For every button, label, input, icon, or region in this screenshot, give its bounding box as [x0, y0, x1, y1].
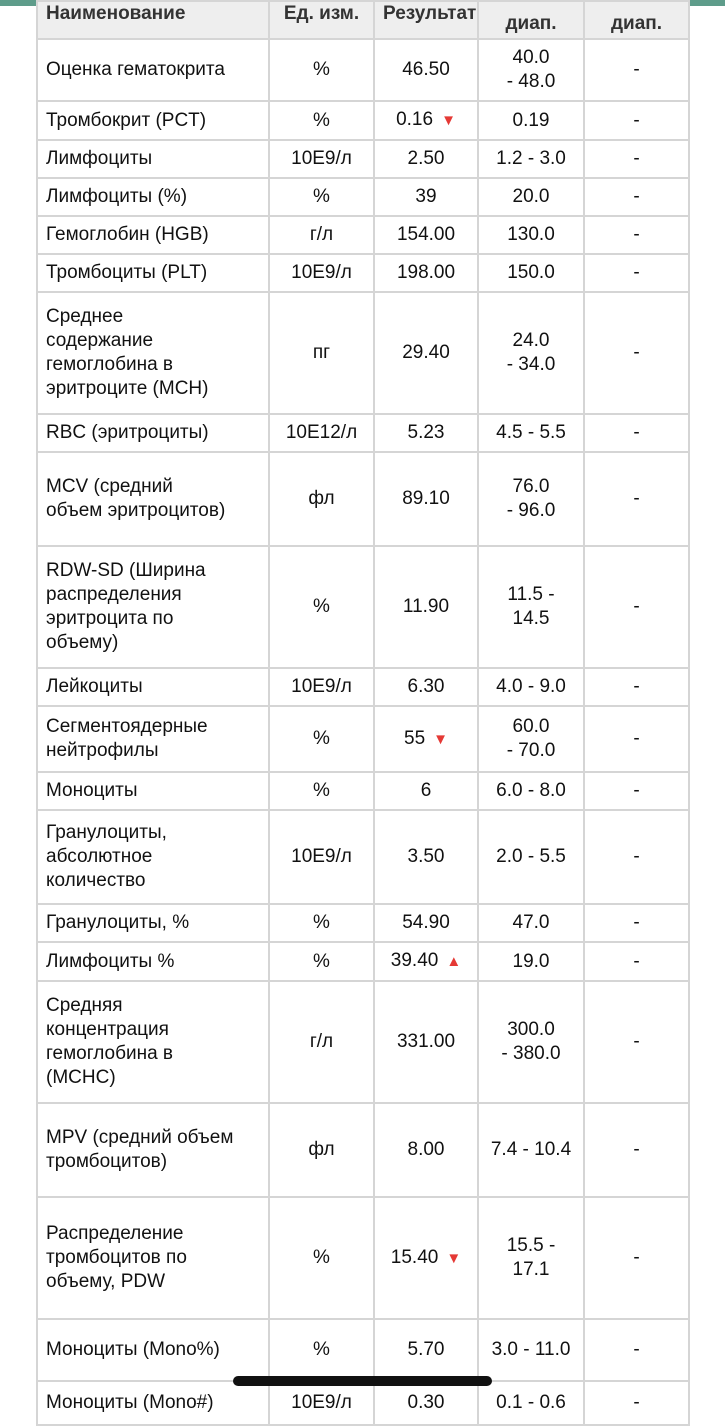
cell-unit-text: г/л	[309, 1031, 334, 1052]
cell-range-2-text: -	[633, 262, 640, 283]
table-row	[37, 101, 689, 140]
cell-result-text: 8.00	[407, 1139, 445, 1160]
cell-result	[374, 981, 478, 1103]
cell-result-text: 29.40	[402, 342, 450, 363]
cell-name-text: Моноциты (Mono#)	[46, 1392, 214, 1413]
cell-name-text: Лимфоциты (%)	[46, 186, 188, 207]
cell-unit-text: 10Е9/л	[291, 676, 352, 697]
cell-unit-text: 10Е12/л	[285, 422, 358, 443]
cell-range-2	[584, 140, 689, 178]
cell-range-2	[584, 414, 689, 452]
cell-unit	[269, 1103, 374, 1197]
cell-unit	[269, 1381, 374, 1425]
cell-result-text: 39	[415, 186, 437, 207]
cell-name	[37, 292, 269, 414]
cell-result	[374, 292, 478, 414]
cell-name	[37, 1319, 269, 1381]
cell-range	[478, 904, 584, 942]
cell-range-2	[584, 546, 689, 668]
arrow-up-icon: ▲	[446, 953, 462, 970]
table-row	[37, 414, 689, 452]
cell-range	[478, 452, 584, 546]
lab-results-table	[36, 0, 690, 1426]
cell-unit	[269, 452, 374, 546]
cell-range-text: 11.5 - 14.5	[507, 584, 555, 629]
cell-result-text: 2.50	[407, 148, 445, 169]
cell-range-2-text: -	[633, 676, 640, 697]
table-row	[37, 706, 689, 772]
header-unit: Ед. изм.	[269, 1, 374, 39]
table-row	[37, 981, 689, 1103]
cell-range-text: 15.5 - 17.1	[506, 1235, 556, 1280]
cell-name-text: Средняя концентрация гемоглобина в (MCHC)	[46, 995, 174, 1088]
table-row	[37, 668, 689, 706]
results-table-container	[36, 0, 688, 1426]
cell-range-2	[584, 1319, 689, 1381]
cell-result-text: 89.10	[402, 488, 450, 509]
cell-range-2	[584, 1103, 689, 1197]
cell-range-2-text: -	[633, 186, 640, 207]
cell-name	[37, 706, 269, 772]
home-indicator	[233, 1376, 492, 1386]
cell-unit	[269, 942, 374, 981]
cell-name	[37, 668, 269, 706]
cell-range-2	[584, 981, 689, 1103]
cell-unit-text: %	[313, 1247, 330, 1268]
cell-unit	[269, 772, 374, 810]
arrow-down-icon: ▼	[446, 1249, 462, 1267]
cell-unit-text: 10Е9/л	[291, 1392, 352, 1413]
cell-name	[37, 1103, 269, 1197]
cell-result	[374, 668, 478, 706]
cell-range	[478, 292, 584, 414]
cell-range-2	[584, 178, 689, 216]
cell-name	[37, 414, 269, 452]
cell-result-text: 6	[420, 780, 432, 801]
cell-name-text: Моноциты	[46, 780, 138, 801]
table-row	[37, 942, 689, 981]
table-row	[37, 452, 689, 546]
cell-result	[374, 101, 478, 140]
cell-name-text: Тромбокрит (PCT)	[46, 109, 207, 131]
cell-range-2-text: -	[633, 596, 640, 617]
cell-range-2-text: -	[633, 148, 640, 169]
cell-unit	[269, 292, 374, 414]
table-row	[37, 1197, 689, 1319]
cell-range-text: 300.0 - 380.0	[501, 1019, 561, 1064]
cell-range-text: 20.0	[512, 186, 550, 207]
table-row	[37, 546, 689, 668]
cell-unit-text: 10Е9/л	[291, 148, 352, 169]
cell-unit	[269, 414, 374, 452]
cell-unit	[269, 706, 374, 772]
cell-name-text: Гранулоциты, абсолютное количество	[46, 822, 167, 891]
cell-unit	[269, 981, 374, 1103]
cell-range	[478, 140, 584, 178]
cell-range-2-text: -	[633, 1139, 640, 1160]
cell-unit	[269, 810, 374, 904]
cell-unit-text: фл	[308, 488, 335, 509]
cell-range-text: 47.0	[512, 912, 550, 933]
cell-range	[478, 178, 584, 216]
cell-range-text: 19.0	[512, 950, 550, 972]
cell-range-2	[584, 216, 689, 254]
cell-range-2-text: -	[633, 59, 640, 80]
cell-unit	[269, 1197, 374, 1319]
table-row	[37, 810, 689, 904]
cell-name-text: Гранулоциты, %	[46, 912, 190, 933]
table-row	[37, 772, 689, 810]
cell-unit	[269, 216, 374, 254]
cell-range-2-text: -	[633, 1339, 640, 1360]
cell-result	[374, 546, 478, 668]
cell-range	[478, 1319, 584, 1381]
cell-name	[37, 1381, 269, 1425]
table-row	[37, 904, 689, 942]
cell-result-text: 11.90	[402, 596, 450, 617]
cell-range-text: 24.0 - 34.0	[506, 330, 556, 375]
cell-unit-text: г/л	[309, 224, 334, 245]
cell-range-text: 4.0 - 9.0	[496, 676, 566, 697]
table-row	[37, 1381, 689, 1425]
cell-range-2	[584, 668, 689, 706]
cell-range-text: 76.0 - 96.0	[506, 476, 556, 521]
table-row	[37, 140, 689, 178]
cell-result	[374, 178, 478, 216]
cell-range-2-text: -	[633, 109, 640, 131]
cell-result-text: 55	[404, 727, 426, 749]
cell-name	[37, 39, 269, 101]
cell-unit-text: %	[313, 780, 330, 801]
cell-unit	[269, 254, 374, 292]
cell-name	[37, 772, 269, 810]
cell-range	[478, 101, 584, 140]
cell-result-text: 198.00	[396, 262, 456, 283]
cell-result-text: 0.16	[396, 109, 434, 130]
cell-unit-text: 10Е9/л	[291, 262, 352, 283]
table-row	[37, 178, 689, 216]
cell-unit	[269, 668, 374, 706]
cell-result	[374, 1197, 478, 1319]
cell-name-text: Тромбоциты (PLT)	[46, 262, 208, 283]
table-row	[37, 1103, 689, 1197]
cell-name	[37, 981, 269, 1103]
cell-range-text: 4.5 - 5.5	[496, 422, 566, 443]
cell-result	[374, 772, 478, 810]
cell-unit-text: %	[313, 912, 330, 933]
cell-range	[478, 546, 584, 668]
cell-range-2-text: -	[633, 1031, 640, 1052]
cell-result	[374, 706, 478, 772]
cell-unit-text: %	[313, 1339, 330, 1360]
cell-unit-text: %	[313, 109, 330, 131]
cell-unit	[269, 546, 374, 668]
cell-name	[37, 904, 269, 942]
cell-range-text: 40.0 - 48.0	[506, 47, 556, 92]
cell-range-text: 130.0	[507, 224, 555, 245]
cell-range-text: 3.0 - 11.0	[491, 1339, 571, 1360]
cell-range-2	[584, 942, 689, 981]
cell-unit-text: %	[313, 950, 330, 972]
cell-range-2-text: -	[633, 846, 640, 867]
cell-name-text: MCV (средний объем эритроцитов)	[46, 476, 226, 521]
table-row	[37, 216, 689, 254]
cell-range	[478, 772, 584, 810]
cell-range-2	[584, 292, 689, 414]
arrow-down-icon: ▼	[433, 730, 448, 748]
cell-name-text: Гемоглобин (HGB)	[46, 224, 209, 245]
cell-range	[478, 706, 584, 772]
cell-result	[374, 452, 478, 546]
cell-range	[478, 1381, 584, 1425]
cell-range-2	[584, 101, 689, 140]
cell-range	[478, 1103, 584, 1197]
cell-range	[478, 942, 584, 981]
cell-range-2	[584, 904, 689, 942]
cell-range-2-text: -	[633, 422, 640, 443]
cell-range-2	[584, 254, 689, 292]
cell-result-text: 15.40	[390, 1246, 439, 1268]
cell-result	[374, 216, 478, 254]
cell-result-text: 3.50	[407, 846, 445, 867]
cell-name-text: Лимфоциты	[46, 148, 153, 169]
header-result: Результат	[374, 1, 478, 39]
cell-name	[37, 216, 269, 254]
cell-range-2	[584, 39, 689, 101]
cell-unit	[269, 1319, 374, 1381]
cell-result-text: 5.70	[407, 1339, 445, 1360]
table-body	[37, 39, 689, 1425]
cell-unit-text: 10Е9/л	[291, 846, 352, 867]
cell-result	[374, 904, 478, 942]
cell-unit	[269, 904, 374, 942]
cell-range-text: 2.0 - 5.5	[496, 846, 566, 867]
cell-range-2-text: -	[633, 1392, 640, 1413]
cell-range	[478, 216, 584, 254]
arrow-down-icon: ▼	[441, 112, 456, 129]
cell-range	[478, 254, 584, 292]
cell-name-text: RDW-SD (Ширина распределения эритроцита по объему)	[46, 560, 206, 653]
cell-name	[37, 810, 269, 904]
cell-range-2	[584, 706, 689, 772]
cell-name-text: Среднее содержание гемоглобина в эритроците (MCH)	[46, 306, 209, 399]
cell-range-2-text: -	[633, 488, 640, 509]
cell-range-2-text: -	[633, 342, 640, 363]
cell-name-text: Сегментоядерные нейтрофилы	[46, 716, 208, 761]
cell-name-text: MPV (средний объем тромбоцитов)	[46, 1127, 234, 1172]
cell-range-2-text: -	[633, 728, 640, 749]
cell-result	[374, 39, 478, 101]
cell-range-text: 1.2 - 3.0	[496, 148, 566, 169]
cell-unit-text: %	[313, 728, 330, 749]
cell-range	[478, 981, 584, 1103]
cell-range	[478, 668, 584, 706]
cell-unit-text: %	[313, 59, 330, 80]
cell-range	[478, 414, 584, 452]
cell-range	[478, 39, 584, 101]
cell-range-2	[584, 810, 689, 904]
cell-range-text: 7.4 - 10.4	[490, 1139, 572, 1160]
cell-result	[374, 1381, 478, 1425]
cell-result	[374, 942, 478, 981]
cell-unit	[269, 101, 374, 140]
cell-range-2-text: -	[633, 950, 640, 972]
cell-range-2	[584, 452, 689, 546]
cell-result	[374, 140, 478, 178]
cell-name-text: RBC (эритроциты)	[46, 422, 209, 443]
cell-name-text: Оценка гематокрита	[46, 59, 225, 80]
cell-name	[37, 452, 269, 546]
table-row	[37, 1319, 689, 1381]
cell-range-text: 6.0 - 8.0	[496, 780, 566, 801]
cell-range-text: 60.0 - 70.0	[506, 716, 556, 761]
cell-result-text: 0.30	[407, 1392, 445, 1413]
cell-name-text: Моноциты (Mono%)	[46, 1339, 220, 1360]
cell-range-text: 0.19	[512, 109, 550, 131]
cell-range-2-text: -	[633, 912, 640, 933]
cell-range-2	[584, 772, 689, 810]
cell-name	[37, 1197, 269, 1319]
cell-name	[37, 140, 269, 178]
table-header-row	[37, 1, 689, 39]
cell-range-2-text: -	[633, 780, 640, 801]
cell-result	[374, 1103, 478, 1197]
cell-result	[374, 810, 478, 904]
cell-range	[478, 1197, 584, 1319]
cell-range-2-text: -	[633, 224, 640, 245]
cell-result-text: 46.50	[402, 59, 450, 80]
cell-name	[37, 178, 269, 216]
cell-range-2	[584, 1197, 689, 1319]
cell-result	[374, 1319, 478, 1381]
cell-result-text: 39.40	[390, 950, 439, 971]
cell-name	[37, 942, 269, 981]
header-name: Наименование	[37, 1, 269, 39]
cell-range-text: 0.1 - 0.6	[496, 1392, 566, 1413]
cell-name-text: Лейкоциты	[46, 676, 143, 697]
table-row	[37, 254, 689, 292]
cell-name	[37, 254, 269, 292]
cell-result-text: 154.00	[396, 224, 456, 245]
cell-unit-text: фл	[308, 1139, 335, 1160]
cell-name	[37, 546, 269, 668]
cell-name-text: Распределение тромбоцитов по объему, PDW	[46, 1223, 187, 1292]
cell-unit	[269, 39, 374, 101]
table-row	[37, 292, 689, 414]
cell-range-2-text: -	[633, 1247, 640, 1268]
cell-range-text: 150.0	[507, 262, 555, 283]
cell-unit	[269, 140, 374, 178]
table-row	[37, 39, 689, 101]
cell-unit-text: пг	[312, 342, 331, 363]
cell-result	[374, 414, 478, 452]
cell-range-2	[584, 1381, 689, 1425]
cell-name	[37, 101, 269, 140]
header-range: диап.	[478, 1, 584, 39]
cell-result-text: 6.30	[407, 676, 445, 697]
cell-result-text: 54.90	[402, 912, 450, 933]
header-range-2: диап.	[584, 1, 689, 39]
cell-result-text: 5.23	[407, 422, 445, 443]
cell-unit-text: %	[313, 186, 330, 207]
cell-result	[374, 254, 478, 292]
cell-result-text: 331.00	[396, 1031, 456, 1052]
cell-name-text: Лимфоциты %	[46, 950, 175, 972]
cell-range	[478, 810, 584, 904]
cell-unit	[269, 178, 374, 216]
cell-unit-text: %	[313, 596, 330, 617]
